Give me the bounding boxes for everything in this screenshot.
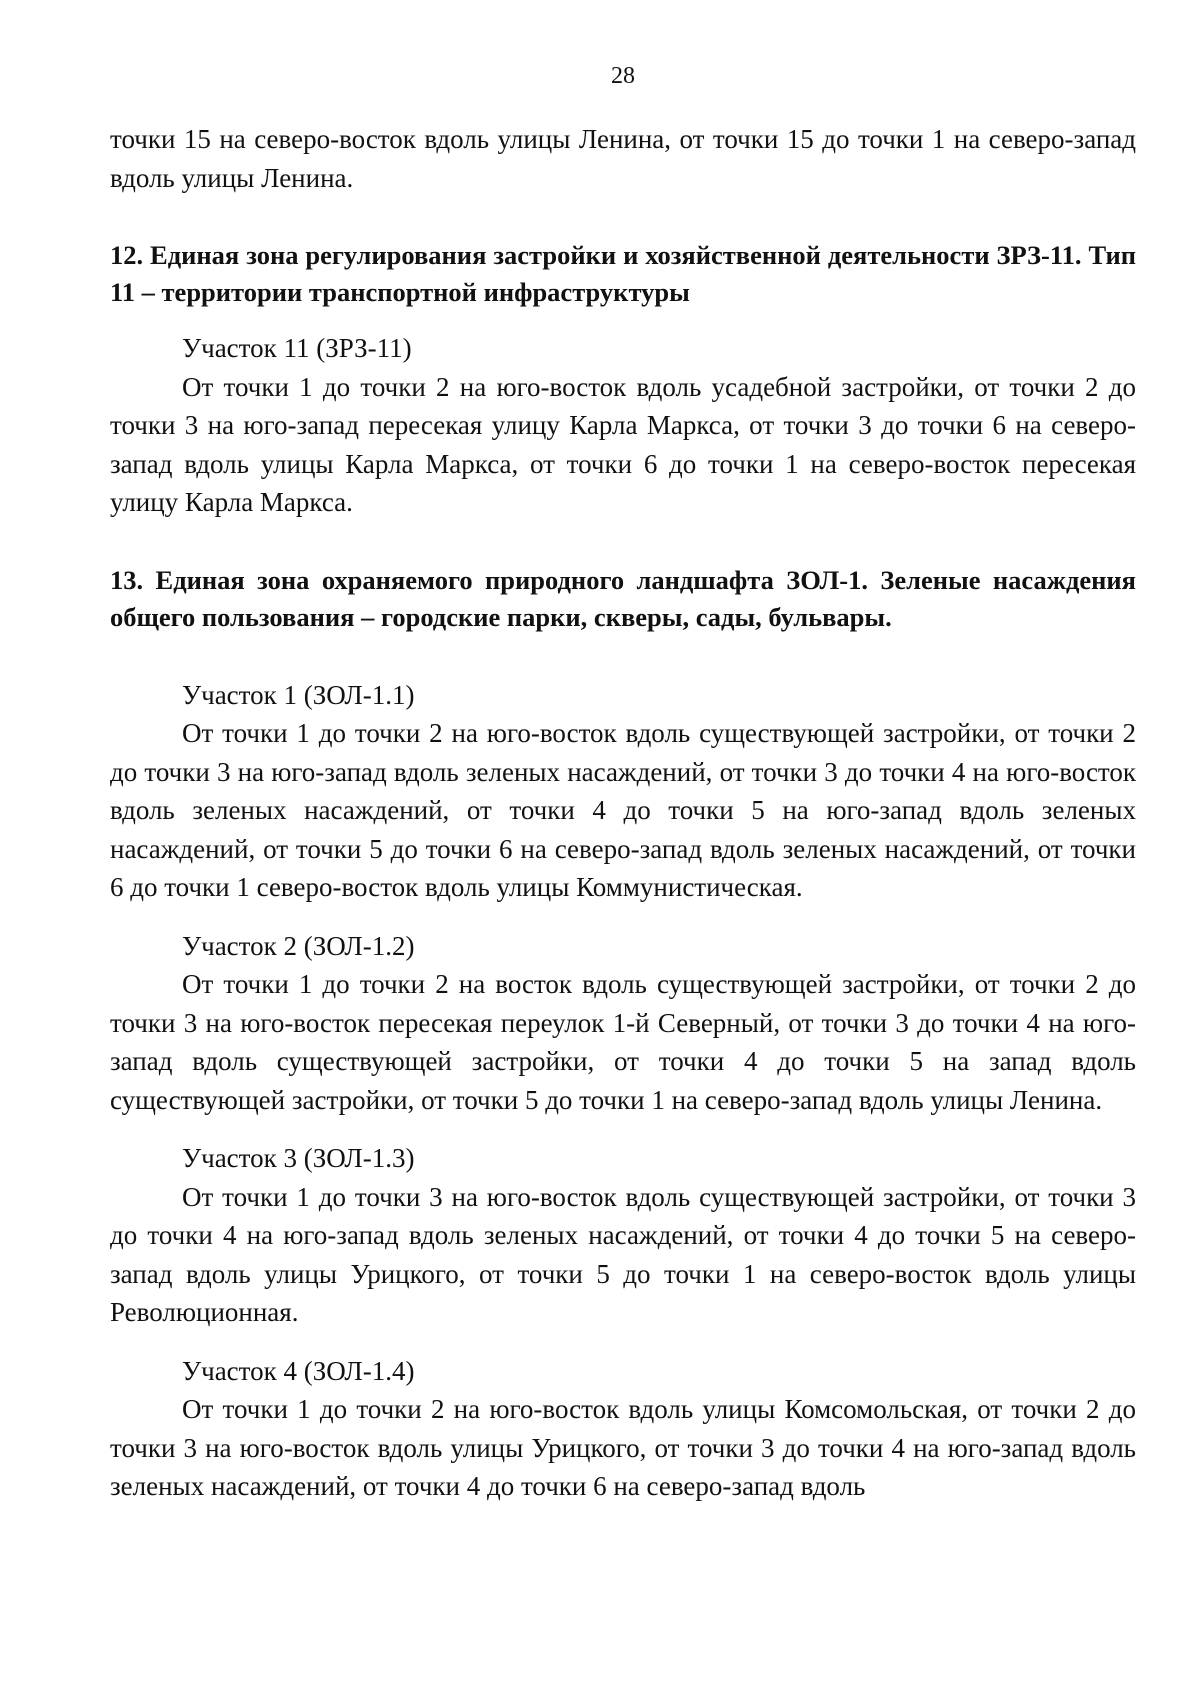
plot-title: Участок 4 (ЗОЛ-1.4): [182, 1355, 415, 1386]
plot-title: Участок 11 (ЗРЗ-11): [182, 333, 412, 363]
plot-description: От точки 1 до точки 2 на юго-восток вдоль существующей застройки, от точки 2 до точки 3 на юго-запад вдоль зеленых насаждений, от точки 3 до точки 4 на юго-восток вдоль зеленых насаждений, от точки 4 до точки 5 на юго-запад вдоль зеленых насаждений, от точки 5 до точки 6 на северо-запад вдоль зеленых насаждений, от точки 6 до точки 1 северо-восток вдоль улицы Коммунистическая.: [110, 718, 1136, 902]
section-13: [110, 562, 1136, 1506]
section-12: [110, 237, 1136, 522]
plot-description: От точки 1 до точки 3 на юго-восток вдоль существующей застройки, от точки 3 до точки 4 на юго-запад вдоль зеленых насаждений, от точки 4 до точки 5 на северо-запад вдоль улицы Урицкого, от точки 5 до точки 1 на северо-восток вдоль улицы Революционная.: [110, 1181, 1136, 1327]
plot-description: От точки 1 до точки 2 на юго-восток вдоль усадебной застройки, от точки 2 до точки 3 на юго-запад пересекая улицу Карла Маркса, от точки 3 до точки 6 на северо-запад вдоль улицы Карла Маркса, от точки 6 до точки 1 на северо-восток пересекая улицу Карла Маркса.: [110, 371, 1136, 517]
intro-paragraph: точки 15 на северо-восток вдоль улицы Ленина, от точки 15 до точки 1 на северо-запад вдоль улицы Ленина.: [110, 124, 1136, 193]
plot-description: От точки 1 до точки 2 на юго-восток вдоль улицы Комсомольская, от точки 2 до точки 3 на юго-восток вдоль улицы Урицкого, от точки 3 до точки 4 на юго-запад вдоль зеленых насаждений, от точки 4 до точки 6 на северо-запад вдоль: [110, 1394, 1136, 1501]
section-heading: 12. Единая зона регулирования застройки и хозяйственной деятельности ЗРЗ-11. Тип 11 – территории транспортной инфраструктуры: [110, 240, 1136, 307]
plot-description: От точки 1 до точки 2 на восток вдоль существующей застройки, от точки 2 до точки 3 на юго-восток пересекая переулок 1-й Северный, от точки 3 до точки 4 на юго-запад вдоль существующей застройки, от точки 4 до точки 5 на запад вдоль существующей застройки, от точки 5 до точки 1 на северо-запад вдоль улицы Ленина.: [110, 969, 1136, 1115]
plot-title: Участок 3 (ЗОЛ-1.3): [182, 1143, 415, 1173]
document-body: [110, 120, 1136, 1506]
section-heading: 13. Единая зона охраняемого природного ландшафта ЗОЛ-1. Зеленые насаждения общего пользования – городские парки, скверы, сады, бульвары.: [110, 564, 1136, 632]
plot-title: Участок 2 (ЗОЛ-1.2): [182, 930, 415, 961]
page-number: 28: [611, 63, 635, 89]
plot-title: Участок 1 (ЗОЛ-1.1): [182, 679, 415, 710]
